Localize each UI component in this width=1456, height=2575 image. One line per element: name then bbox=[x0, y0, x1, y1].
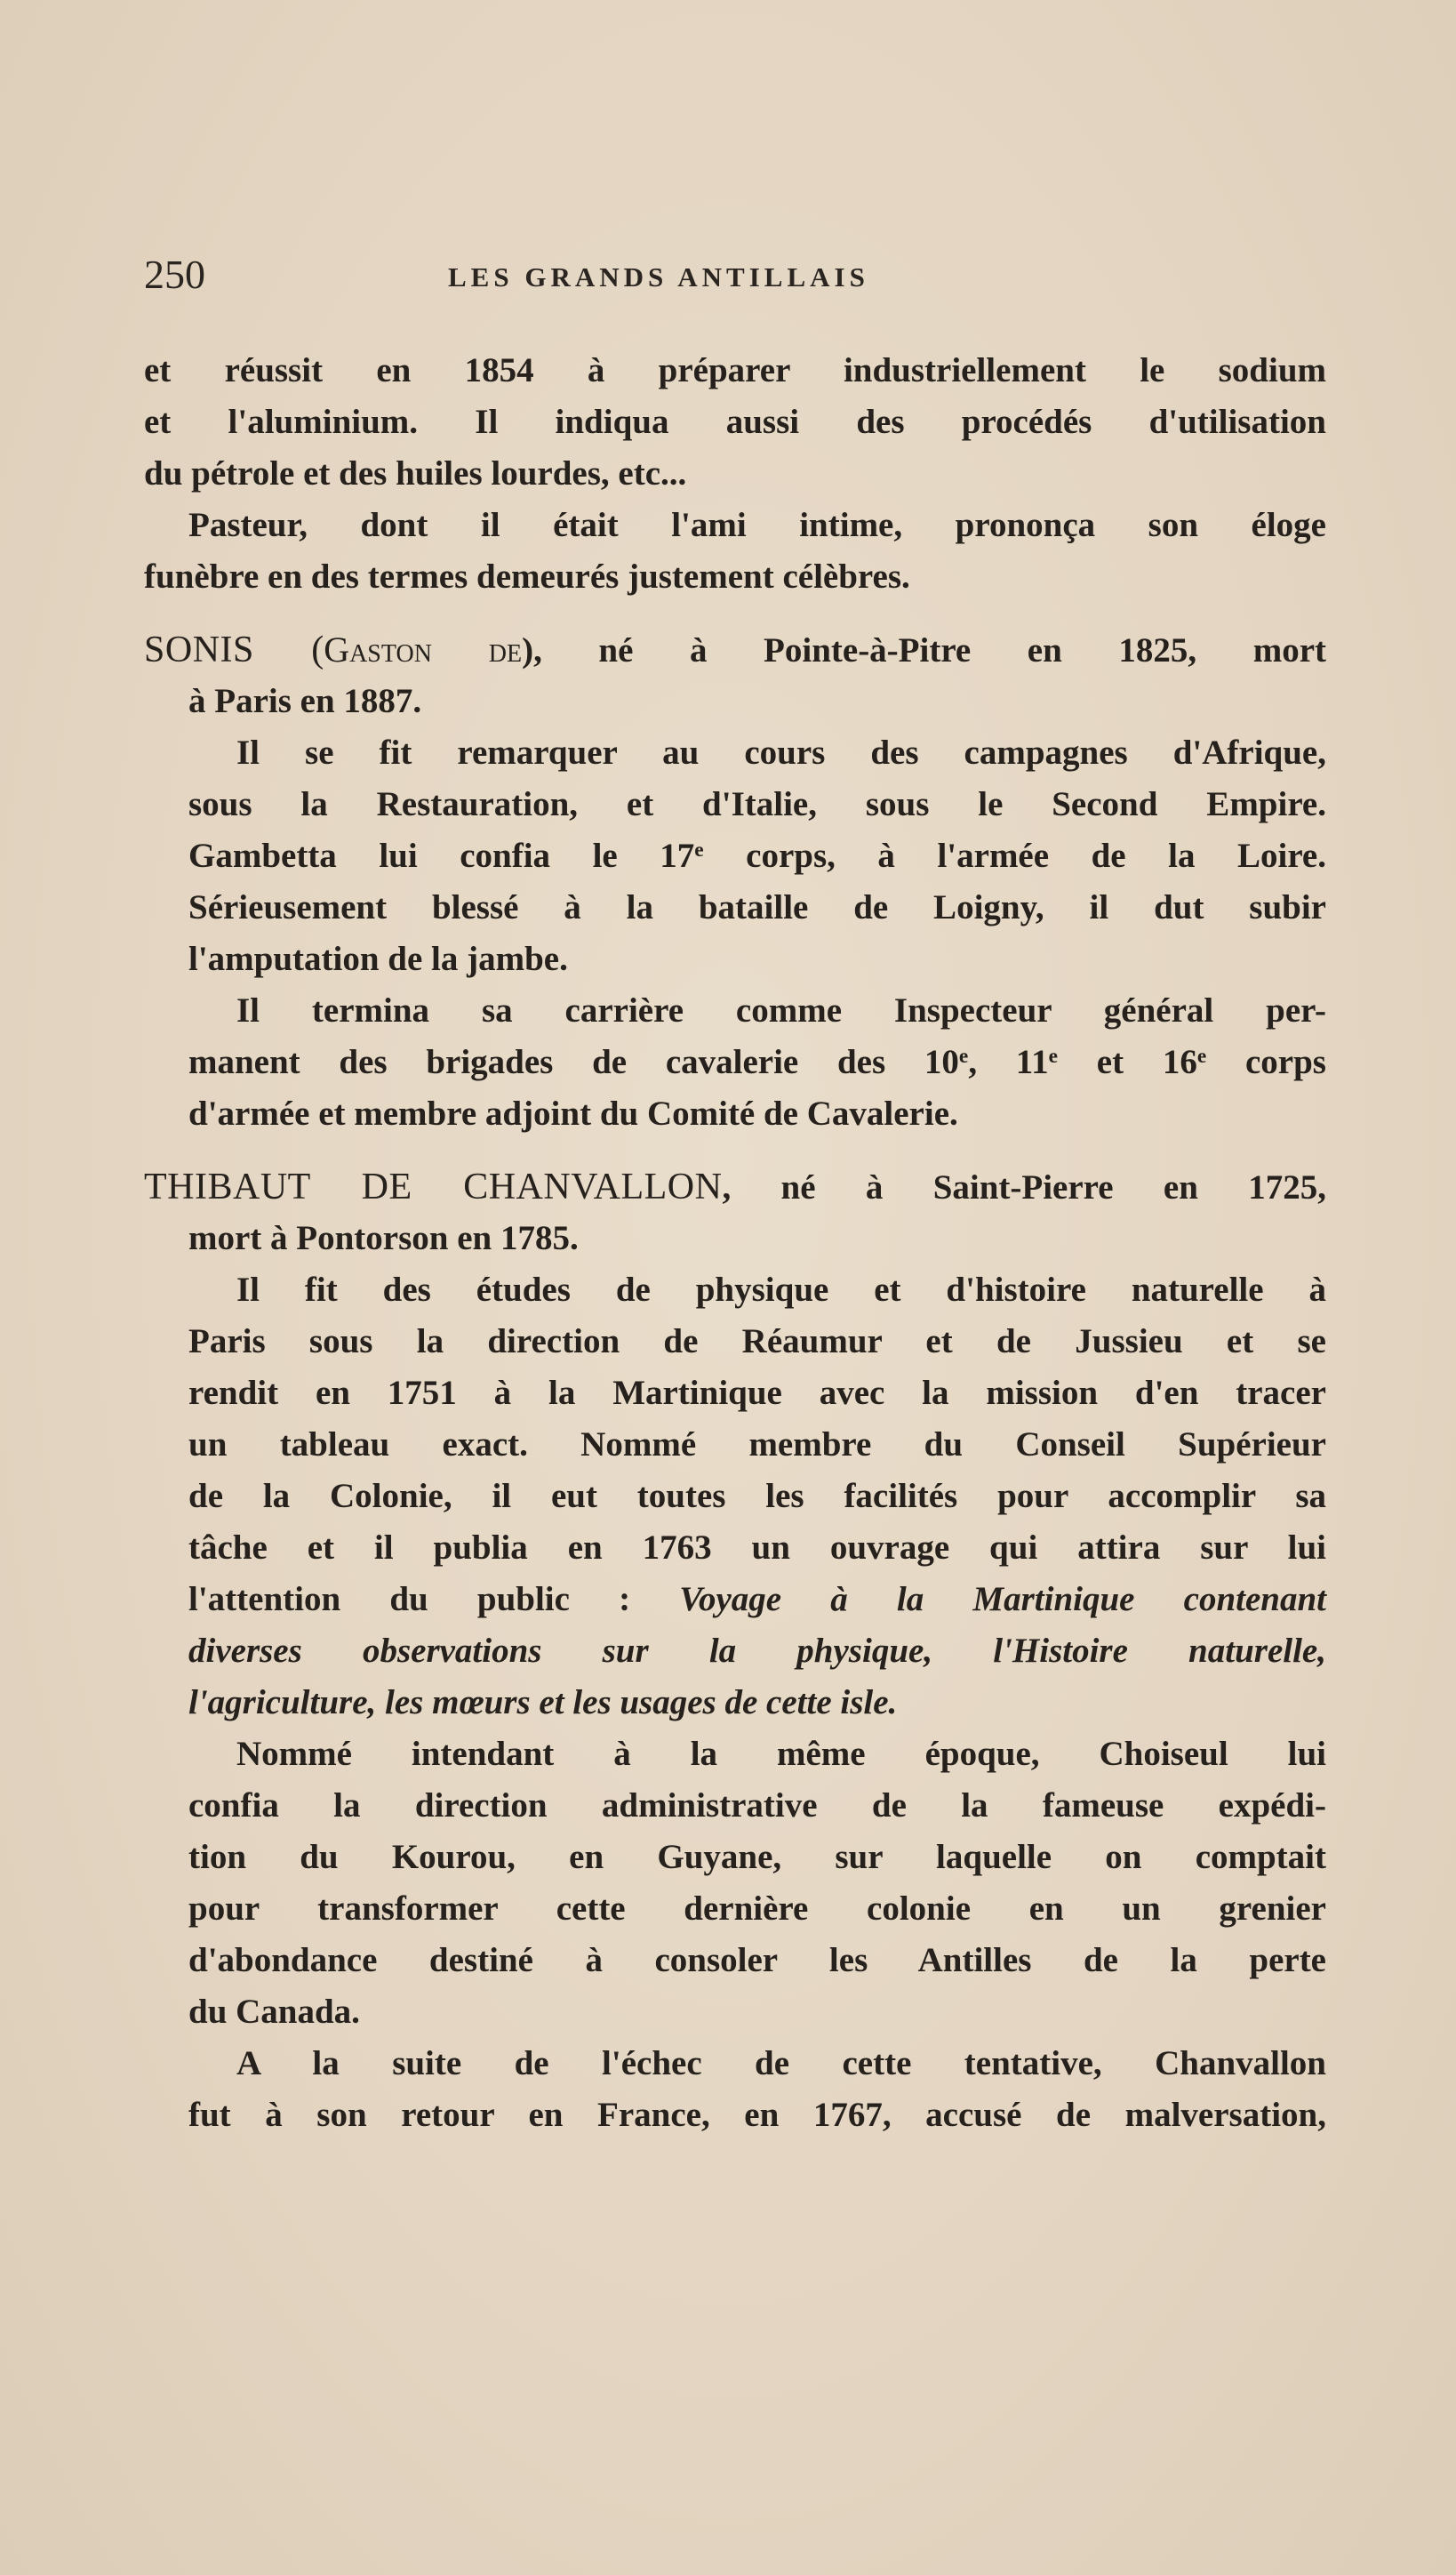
text-line: Pasteur, dont il était l'ami intime, prononça son éloge bbox=[188, 506, 1326, 544]
text-line: à Paris en 1887. bbox=[188, 682, 422, 720]
running-title: LES GRANDS ANTILLAIS bbox=[448, 261, 869, 293]
book-title-line: l'agriculture, les mœurs et les usages de cette isle. bbox=[188, 1683, 898, 1721]
text-line: sous la Restauration, et d'Italie, sous le Second Empire. bbox=[188, 785, 1326, 823]
text-line: et l'aluminium. Il indiqua aussi des procédés d'utilisation bbox=[144, 403, 1326, 441]
text-line: confia la direction administrative de la fameuse expédi- bbox=[188, 1786, 1326, 1825]
superscript: e bbox=[1196, 1045, 1207, 1069]
text-line: Il fit des études de physique et d'histoire naturelle à bbox=[236, 1271, 1326, 1309]
text-line: de la Colonie, il eut toutes les facilités pour accomplir sa bbox=[188, 1477, 1326, 1515]
entry-name: THIBAUT DE CHANVALLON bbox=[144, 1167, 723, 1207]
page-number: 250 bbox=[144, 252, 205, 297]
text-line: A la suite de l'échec de cette tentative, Chanvallon bbox=[236, 2044, 1326, 2082]
entry-given-name: Gaston de bbox=[324, 630, 523, 670]
text-line: tion du Kourou, en Guyane, sur laquelle on comptait bbox=[188, 1838, 1326, 1876]
running-head bbox=[144, 251, 1326, 304]
text-line: Il termina sa carrière comme Inspecteur général per- bbox=[236, 991, 1326, 1030]
text-line: d'armée et membre adjoint du Comité de Cavalerie. bbox=[188, 1095, 958, 1133]
text-line: rendit en 1751 à la Martinique avec la mission d'en tracer bbox=[188, 1374, 1326, 1412]
text-line: l'amputation de la jambe. bbox=[188, 940, 568, 978]
text-span: corps bbox=[1206, 1043, 1326, 1081]
superscript: e bbox=[1048, 1045, 1059, 1069]
text-line bbox=[144, 830, 1326, 882]
text-span: Gambetta lui confia le 17 bbox=[188, 837, 695, 875]
text-line: du Canada. bbox=[188, 1993, 360, 2031]
entry-gap bbox=[144, 1140, 1326, 1161]
entry-heading-thibaut bbox=[144, 1161, 1326, 1213]
entry-head-rest: ), né à Pointe-à-Pitre en 1825, mort bbox=[522, 631, 1326, 670]
book-title-italic: Voyage à la Martinique contenant bbox=[679, 1580, 1327, 1618]
entry-head-rest: , né à Saint-Pierre en 1725, bbox=[722, 1168, 1326, 1207]
text-span: manent des brigades de cavalerie des 10 bbox=[188, 1043, 959, 1081]
text-span: , 11 bbox=[968, 1043, 1049, 1081]
text-line: tâche et il publia en 1763 un ouvrage qui attira sur lui bbox=[188, 1528, 1326, 1567]
page-text bbox=[144, 345, 1326, 2141]
text-line bbox=[144, 1037, 1326, 1088]
paren-open: ( bbox=[253, 630, 324, 670]
text-line: mort à Pontorson en 1785. bbox=[188, 1219, 579, 1257]
book-title-line: diverses observations sur la physique, l'Histoire naturelle, bbox=[188, 1632, 1326, 1670]
text-span: et 16 bbox=[1058, 1043, 1197, 1081]
text-line: et réussit en 1854 à préparer industriellement le sodium bbox=[144, 351, 1326, 389]
text-line: Sérieusement blessé à la bataille de Loigny, il dut subir bbox=[188, 888, 1326, 927]
text-line: un tableau exact. Nommé membre du Conseil Supérieur bbox=[188, 1425, 1326, 1464]
text-span: corps, à l'armée de la Loire. bbox=[703, 837, 1326, 875]
text-line: fut à son retour en France, en 1767, accusé de malversation, bbox=[188, 2096, 1326, 2134]
text-line: du pétrole et des huiles lourdes, etc... bbox=[144, 454, 687, 493]
text-line: Paris sous la direction de Réaumur et de Jussieu et se bbox=[188, 1322, 1326, 1360]
text-line bbox=[144, 1574, 1326, 1625]
text-line: Il se fit remarquer au cours des campagnes d'Afrique, bbox=[236, 734, 1326, 772]
text-line: d'abondance destiné à consoler les Antilles de la perte bbox=[188, 1941, 1326, 1979]
text-line: pour transformer cette dernière colonie en un grenier bbox=[188, 1889, 1326, 1928]
entry-gap bbox=[144, 603, 1326, 624]
text-line: Nommé intendant à la même époque, Choiseul lui bbox=[236, 1735, 1326, 1773]
superscript: e bbox=[958, 1045, 969, 1069]
text-line: funèbre en des termes demeurés justement célèbres. bbox=[144, 558, 910, 596]
text-span: l'attention du public : bbox=[188, 1580, 680, 1618]
superscript: e bbox=[694, 838, 704, 862]
entry-name: SONIS bbox=[144, 630, 254, 670]
entry-heading-sonis bbox=[144, 624, 1326, 676]
